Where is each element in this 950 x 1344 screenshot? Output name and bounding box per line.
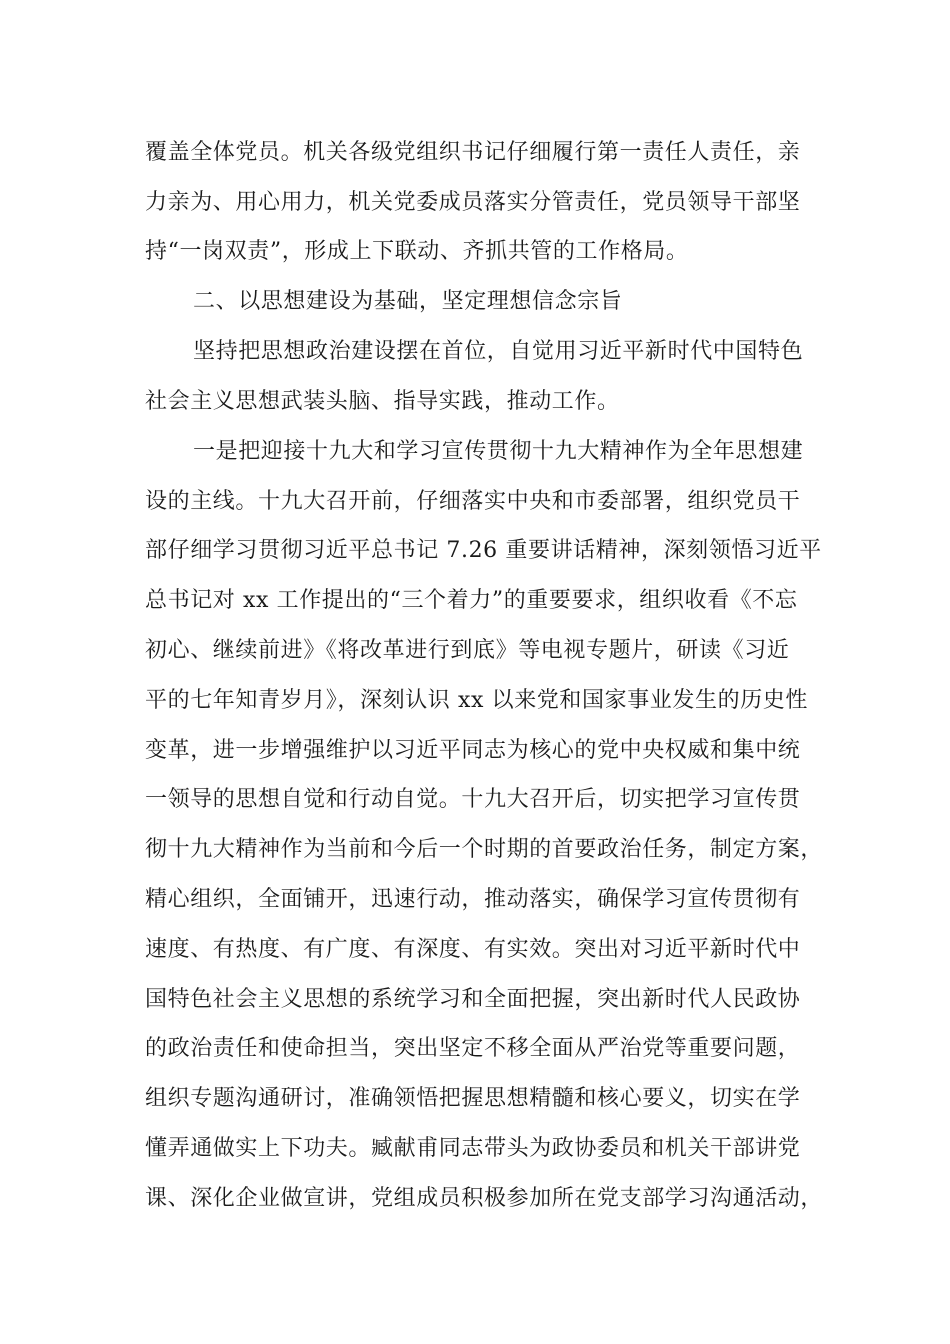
paragraph-line: 一是把迎接十九大和学习宣传贯彻十九大精神作为全年思想建: [193, 439, 804, 464]
paragraph-line: 社会主义思想武装头脑、指导实践，推动工作。: [145, 389, 620, 414]
paragraph-line: 彻十九大精神作为当前和今后一个时期的首要政治任务，制定方案，: [145, 837, 824, 862]
paragraph-line: 部仔细学习贯彻习近平总书记 7.26 重要讲话精神，深刻领悟习近平: [145, 538, 822, 563]
paragraph-line: 精心组织，全面铺开，迅速行动，推动落实，确保学习宣传贯彻有: [145, 887, 801, 912]
paragraph-line: 速度、有热度、有广度、有深度、有实效。突出对习近平新时代中: [145, 937, 801, 962]
paragraph-line: 力亲为、用心用力，机关党委成员落实分管责任，党员领导干部坚: [145, 190, 801, 215]
paragraph-line: 平的七年知青岁月》，深刻认识 xx 以来党和国家事业发生的历史性: [145, 688, 809, 713]
paragraph-line: 初心、继续前进》《将改革进行到底》等电视专题片，研读《习近: [145, 638, 790, 663]
paragraph-line: 一领导的思想自觉和行动自觉。十九大召开后，切实把学习宣传贯: [145, 787, 801, 812]
paragraph-line: 课、深化企业做宣讲，党组成员积极参加所在党支部学习沟通活动，: [145, 1186, 824, 1211]
paragraph-line: 设的主线。十九大召开前，仔细落实中央和市委部署，组织党员干: [145, 489, 801, 514]
paragraph-line: 持“一岗双责”，形成上下联动、齐抓共管的工作格局。: [145, 239, 689, 264]
paragraph-line: 变革，进一步增强维护以习近平同志为核心的党中央权威和集中统: [145, 738, 801, 763]
paragraph-line: 懂弄通做实上下功夫。臧献甫同志带头为政协委员和机关干部讲党: [145, 1136, 801, 1161]
paragraph-line: 总书记对 xx 工作提出的“三个着力”的重要要求，组织收看《不忘: [145, 588, 798, 613]
paragraph-line: 覆盖全体党员。机关各级党组织书记仔细履行第一责任人责任，亲: [145, 140, 801, 165]
section-heading: 二、以思想建设为基础，坚定理想信念宗旨: [193, 289, 623, 314]
paragraph-line: 坚持把思想政治建设摆在首位，自觉用习近平新时代中国特色: [193, 339, 804, 364]
paragraph-line: 国特色社会主义思想的系统学习和全面把握，突出新时代人民政协: [145, 987, 801, 1012]
paragraph-line: 的政治责任和使命担当，突出坚定不移全面从严治党等重要问题，: [145, 1036, 801, 1061]
paragraph-line: 组织专题沟通研讨，准确领悟把握思想精髓和核心要义，切实在学: [145, 1086, 801, 1111]
